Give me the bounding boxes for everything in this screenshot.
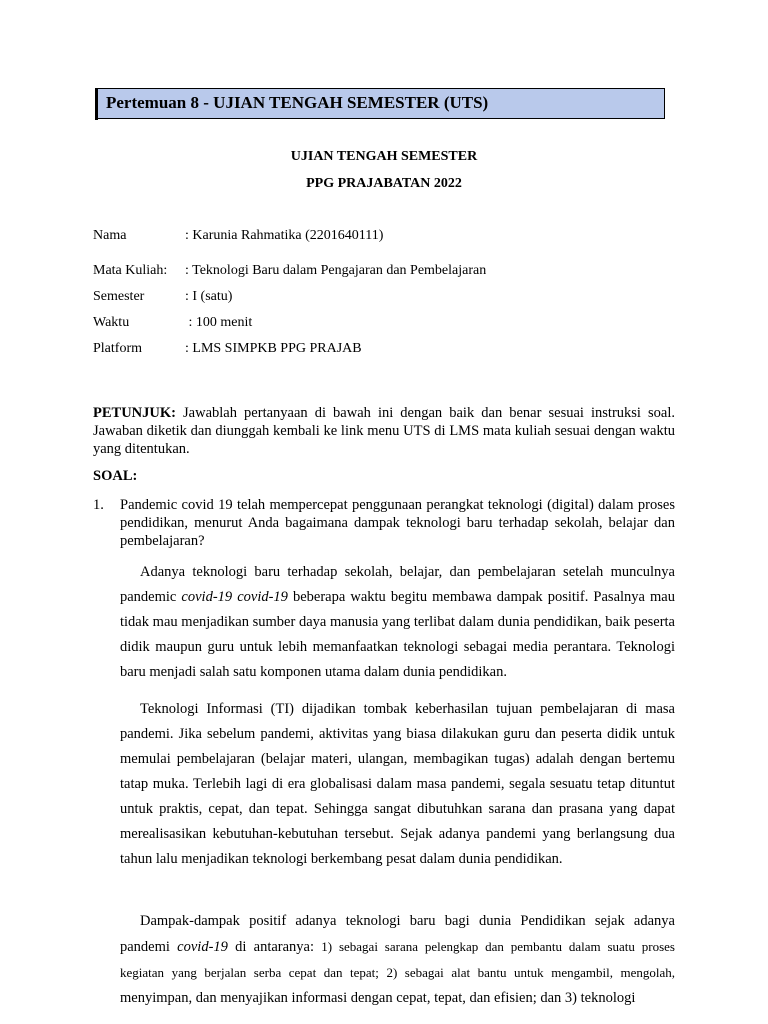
answer-text: Adanya teknologi baru terhadap sekolah, belajar, dan pembelajaran setelah munculnya pandemic xyxy=(120,564,675,605)
answer-text: di antaranya: xyxy=(227,939,322,955)
info-row-waktu xyxy=(93,315,252,331)
info-label: Mata Kuliah: xyxy=(93,263,168,278)
answer-small-text: 1) sebagai sarana pelengkap dan pembantu dalam suatu proses kegiatan yang berjalan serba cepat dan tepat; 2) sebagai alat bantu untuk mengambil, mengolah, xyxy=(120,939,675,980)
instructions-text: Jawablah pertanyaan di bawah ini dengan baik dan benar sesuai instruksi soal. Jawaban diketik dan diunggah kembali ke link menu UTS di LMS mata kuliah sesuai dengan waktu yang ditentukan. xyxy=(93,405,675,457)
answer-paragraph-3 xyxy=(120,909,675,1011)
exam-subtitle: PPG PRAJABATAN 2022 xyxy=(306,176,462,191)
info-label: Semester xyxy=(93,289,145,304)
info-row-semester xyxy=(93,289,232,305)
info-value: : Teknologi Baru dalam Pengajaran dan Pembelajaran xyxy=(185,263,487,278)
questions-heading: SOAL: xyxy=(93,468,138,484)
instructions-label: PETUNJUK: xyxy=(93,405,176,421)
question-text: Pandemic covid 19 telah mempercepat penggunaan perangkat teknologi (digital) dalam proses pendidikan, menurut Anda bagaimana dampak teknologi baru terhadap sekolah, belajar dan pembelajaran? xyxy=(120,497,675,549)
answer-italic-text: covid-19 xyxy=(177,939,228,955)
info-label: Platform xyxy=(93,341,142,356)
info-row-platform xyxy=(93,341,362,357)
instructions-paragraph xyxy=(93,404,675,458)
answer-text: menyimpan, dan menyajikan informasi dengan cepat, tepat, dan efisien; dan 3) teknologi xyxy=(120,990,636,1006)
question-number: 1. xyxy=(93,497,104,513)
info-label: Nama xyxy=(93,228,127,243)
answer-paragraph-2: Teknologi Informasi (TI) dijadikan tombak keberhasilan tujuan pembelajaran di masa pandemi. Jika sebelum pandemi, aktivitas yang biasa dilakukan guru dan peserta didik untuk memulai pembelajaran (belajar materi, ulangan, membagikan tugas) adalah dengan bertemu tatap muka. Terlebih lagi di era globalisasi dalam masa pandemi, segala sesuatu tetap dituntut untuk praktis, cepat, dan tepat. Sehingga sangat dibutuhkan sarana dan prasana yang dapat merealisasikan kebutuhan-kebutuhan tersebut. Sejak adanya pandemi yang berlangsung dua tahun lalu menjadikan teknologi berkembang pesat dalam dunia pendidikan. xyxy=(120,701,675,867)
info-value: : LMS SIMPKB PPG PRAJAB xyxy=(185,341,362,356)
info-value: : Karunia Rahmatika (2201640111) xyxy=(185,228,384,243)
answer-paragraph-1 xyxy=(120,560,675,685)
meeting-title: Pertemuan 8 - UJIAN TENGAH SEMESTER (UTS) xyxy=(106,93,489,112)
header-box-shadow xyxy=(95,88,98,120)
answer-italic-text: covid-19 covid-19 xyxy=(181,589,288,605)
info-row-mata-kuliah xyxy=(93,263,486,279)
answer-text: beberapa waktu begitu membawa dampak positif. Pasalnya mau tidak mau menjadikan sumber daya manusia yang terlibat dalam dunia pendidikan, baik peserta didik maupun guru untuk lebih memanfaatkan teknologi sebagai media perantara. Teknologi baru menjadi salah satu komponen utama dalam dunia pendidikan. xyxy=(120,589,675,680)
answer-text: Dampak-dampak positif adanya teknologi baru bagi dunia Pendidikan sejak adanya pandemi xyxy=(120,913,675,955)
meeting-header-box xyxy=(97,88,665,119)
info-value: : I (satu) xyxy=(185,289,233,304)
info-label: Waktu xyxy=(93,315,130,330)
info-row-nama xyxy=(93,228,383,244)
info-value: : 100 menit xyxy=(185,315,253,330)
exam-title: UJIAN TENGAH SEMESTER xyxy=(290,149,478,164)
